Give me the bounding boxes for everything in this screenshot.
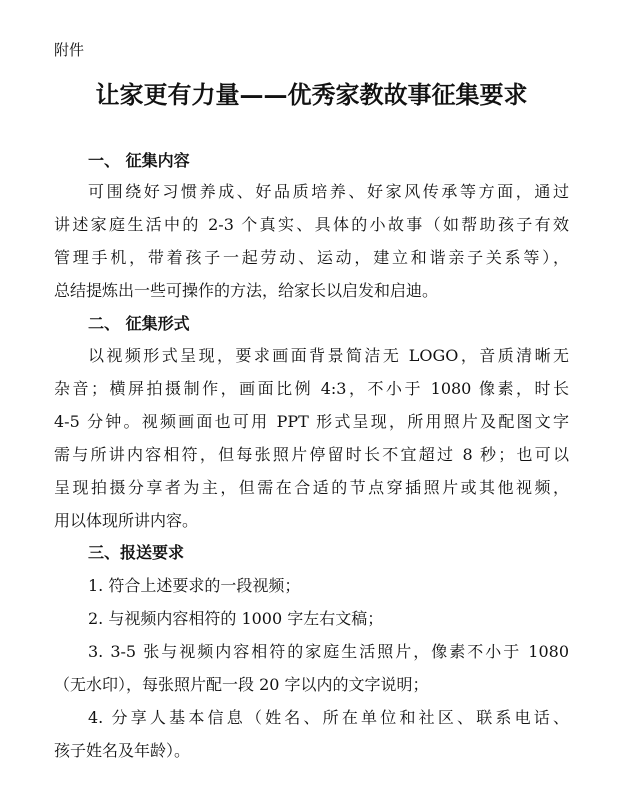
section-1-line-1: 可围绕好习惯养成、好品质培养、好家风传承等方面，通过	[88, 182, 569, 201]
requirement-item-1: 1. 符合上述要求的一段视频；	[88, 576, 301, 595]
section-2-line-5: 呈现拍摄分享者为主，但需在合适的节点穿插照片或其他视频，	[54, 478, 569, 497]
section-heading-submission: 三、报送要求	[88, 543, 185, 562]
section-2-line-3: 4-5 分钟。视频画面也可用 PPT 形式呈现，所用照片及配图文字	[54, 412, 569, 431]
attachment-label: 附件	[54, 41, 85, 59]
section-1-line-2: 讲述家庭生活中的 2-3 个真实、具体的小故事（如帮助孩子有效	[54, 215, 569, 234]
section-1-line-3: 管理手机，带着孩子一起劳动、运动，建立和谐亲子关系等），	[54, 248, 569, 267]
requirement-item-3-cont: （无水印），每张照片配一段 20 字以内的文字说明；	[54, 675, 429, 694]
section-2-line-1: 以视频形式呈现，要求画面背景简洁无 LOGO，音质清晰无	[88, 346, 569, 365]
section-1-line-4: 总结提炼出一些可操作的方法，给家长以启发和启迪。	[54, 281, 439, 300]
section-2-line-6: 用以体现所讲内容。	[54, 511, 199, 530]
requirement-item-3: 3. 3-5 张与视频内容相符的家庭生活照片，像素不小于 1080	[88, 642, 569, 661]
requirement-item-2: 2. 与视频内容相符的 1000 字左右文稿；	[88, 609, 384, 628]
document-title: 让家更有力量——优秀家教故事征集要求	[95, 80, 528, 109]
section-heading-content: 一、 征集内容	[88, 151, 190, 170]
section-2-line-4: 需与所讲内容相符，但每张照片停留时长不宜超过 8 秒；也可以	[54, 445, 569, 464]
section-heading-format: 二、 征集形式	[88, 314, 190, 333]
requirement-item-4: 4. 分享人基本信息（姓名、所在单位和社区、联系电话、	[88, 708, 569, 727]
section-2-line-2: 杂音；横屏拍摄制作，画面比例 4:3，不小于 1080 像素，时长	[54, 379, 569, 398]
requirement-item-4-cont: 孩子姓名及年龄）。	[54, 741, 191, 760]
